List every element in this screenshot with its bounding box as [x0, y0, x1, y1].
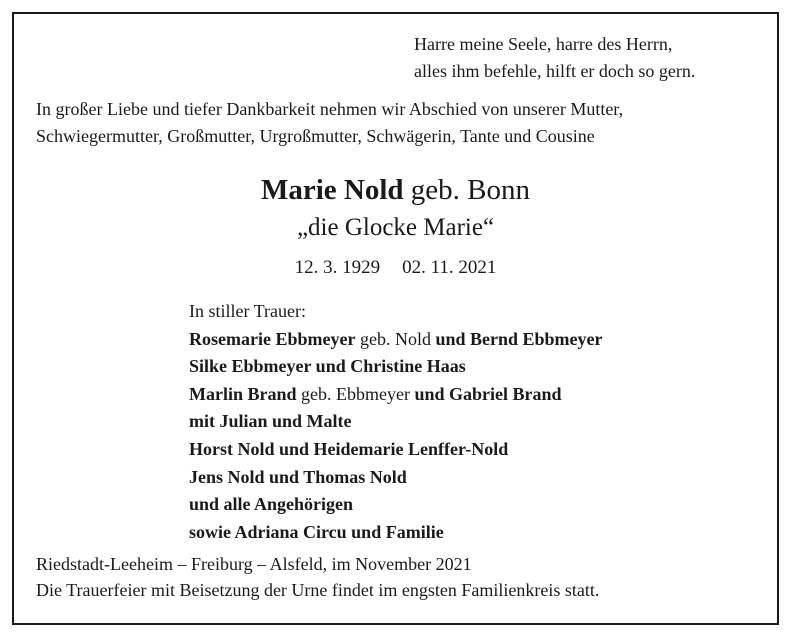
mourner-line: Jens Nold und Thomas Nold [189, 466, 407, 487]
intro-text [36, 96, 766, 150]
footer-text [36, 551, 599, 603]
deceased-name: Marie Nold [260, 174, 404, 206]
deceased-name-line [14, 172, 777, 208]
intro-line: In großer Liebe und tiefer Dankbarkeit nehmen wir Abschied von unserer Mutter, [36, 99, 624, 119]
intro-line: Schwiegermutter, Großmutter, Urgroßmutter, Schwägerin, Tante und Cousine [36, 126, 595, 146]
deceased-birth-name: geb. Bonn [410, 174, 531, 206]
bible-verse [414, 31, 695, 85]
mourners-list [189, 298, 603, 546]
mourner-line: Horst Nold und Heidemarie Lenffer-Nold [189, 438, 509, 459]
mourner-line: und alle Angehörigen [189, 494, 354, 515]
ceremony-note: Die Trauerfeier mit Beisetzung der Urne findet im engsten Familienkreis statt. [36, 580, 600, 600]
mourner-line: mit Julian und Malte [189, 411, 352, 432]
birth-date: 12. 3. 1929 [294, 257, 381, 278]
mourners-heading: In stiller Trauer: [189, 301, 306, 321]
mourner-partner: und Bernd Ebbmeyer [435, 328, 603, 349]
verse-line: Harre meine Seele, harre des Herrn, [414, 34, 673, 54]
life-dates [14, 255, 777, 281]
mourner-name: Rosemarie Ebbmeyer [189, 328, 356, 349]
mourner-partner: und Gabriel Brand [414, 383, 562, 404]
verse-line: alles ihm befehle, hilft er doch so gern. [414, 61, 696, 81]
mourner-line [189, 381, 603, 409]
obituary-notice [12, 12, 779, 625]
mourner-line: Silke Ebbmeyer und Christine Haas [189, 356, 466, 377]
death-date: 02. 11. 2021 [402, 257, 497, 278]
mourner-birth-name: geb. Ebbmeyer [296, 383, 415, 404]
mourner-birth-name: geb. Nold [355, 328, 436, 349]
mourner-name: Marlin Brand [189, 383, 297, 404]
mourner-line [189, 326, 603, 354]
place-and-date: Riedstadt-Leeheim – Freiburg – Alsfeld, im November 2021 [36, 554, 472, 574]
deceased-nickname: „die Glocke Marie“ [296, 214, 495, 241]
mourner-line: sowie Adriana Circu und Familie [189, 521, 444, 542]
